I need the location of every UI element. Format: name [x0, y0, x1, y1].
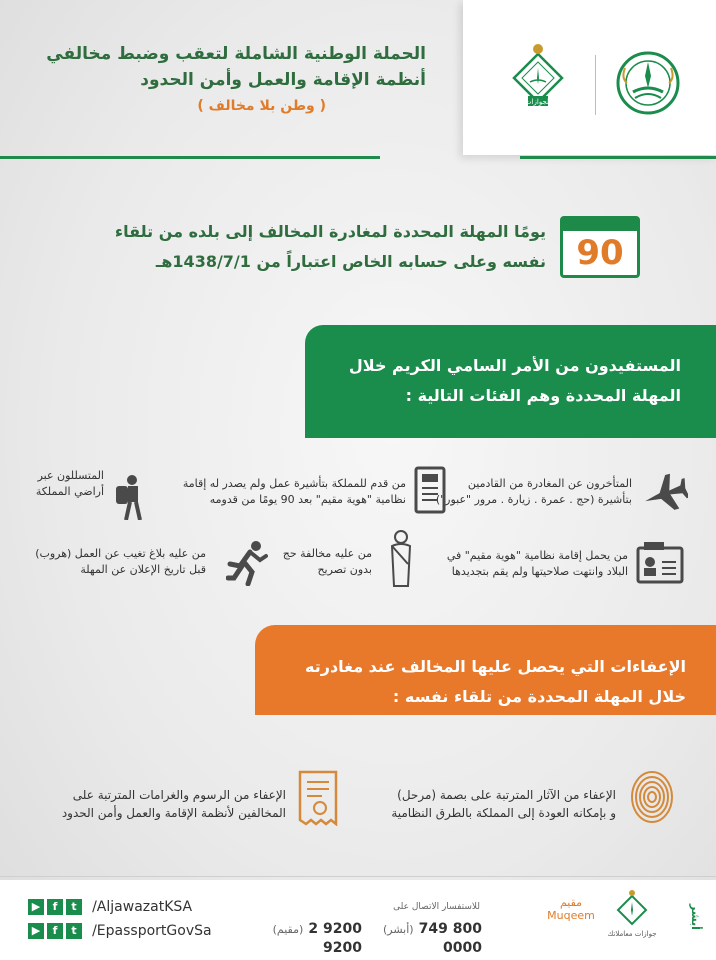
list-item — [26, 786, 286, 822]
pilgrim-icon — [386, 530, 416, 590]
header-rule-right — [520, 156, 716, 159]
backpacker-icon — [112, 474, 146, 520]
muqeem-logo — [546, 896, 596, 922]
social-row-1 — [28, 896, 192, 914]
exemption-fees-line1: الإعفاء من الرسوم والغرامات المترتبة على — [72, 788, 286, 802]
list-item — [262, 546, 372, 578]
absher-logo: أبشر — [689, 904, 702, 930]
header-divider — [595, 55, 596, 115]
social-handle-2[interactable]: /EpassportGovSa — [92, 922, 212, 939]
youtube-icon[interactable]: ▶ — [28, 899, 44, 915]
jawazat-footer-logo-icon — [616, 888, 648, 928]
phone-absher-number[interactable]: 800 749 0000 — [418, 921, 482, 956]
facebook-icon[interactable]: f — [47, 923, 63, 939]
phone-muqeem-number[interactable]: 9200 2 9200 — [308, 921, 362, 956]
receipt-icon — [298, 770, 338, 826]
list-item — [356, 786, 616, 822]
contact-label: للاستفسار الاتصال على — [393, 902, 480, 912]
campaign-title-line1: الحملة الوطنية الشاملة لتعقب وضبط مخالفي — [46, 44, 426, 64]
phone-muqeem — [232, 918, 362, 956]
campaign-slogan: ( وطن بلا مخالف ) — [197, 98, 326, 114]
header-card — [463, 0, 716, 155]
category-airplane-line1: المتأخرون عن المغادرة من القادمين — [467, 477, 632, 490]
muqeem-en: Muqeem — [547, 909, 595, 922]
exemptions-line1: الإعفاءات التي يحصل عليها المخالف عند مغادرته — [305, 657, 686, 676]
runner-icon — [226, 540, 268, 586]
category-runner-line2: قبل تاريخ الإعلان عن المهلة — [80, 563, 206, 576]
category-backpacker-line1: المتسللون عبر — [37, 469, 104, 482]
category-pilgrim-line1: من عليه مخالفة حج — [282, 547, 372, 560]
jawazat-small-label: جوازات معاملاتك — [607, 930, 657, 938]
phone-absher — [362, 918, 482, 956]
fingerprint-icon — [630, 770, 674, 824]
facebook-icon[interactable]: f — [47, 899, 63, 915]
footer-divider — [0, 876, 716, 877]
list-item — [388, 548, 628, 580]
social-handle-1[interactable]: /AljawazatKSA — [92, 898, 193, 915]
social-row-2 — [28, 920, 212, 938]
category-document-line1: من قدم للمملكة بتأشيرة عمل ولم يصدر له إقامة — [182, 477, 406, 490]
category-backpacker-line2: أراضي المملكة — [35, 485, 104, 498]
deadline-line1: يومًا المهلة المحددة لمغادرة المخالف إلى بلده من تلقاء — [114, 222, 546, 241]
list-item — [16, 546, 206, 578]
youtube-icon[interactable]: ▶ — [28, 923, 44, 939]
airplane-icon — [640, 470, 688, 518]
header-rule — [0, 156, 380, 159]
category-idcard-line1: من يحمل إقامة نظامية "هوية مقيم" في — [446, 549, 628, 562]
exemption-fingerprint-line1: الإعفاء من الآثار المترتبة على بصمة (مرحل) — [397, 788, 616, 802]
campaign-title-line2: أنظمة الإقامة والعمل وأمن الحدود — [140, 70, 426, 90]
twitter-icon[interactable]: t — [66, 899, 82, 915]
calendar-icon — [560, 216, 640, 278]
category-runner-line1: من عليه بلاغ تغيب عن العمل (هروب) — [35, 547, 206, 560]
jawazat-label: الجوازات — [524, 98, 552, 106]
document-icon — [414, 466, 446, 514]
list-item — [136, 476, 406, 508]
category-airplane-line2: بتأشيرة (حج . عمرة . زيارة . مرور "عبور") — [435, 493, 632, 506]
exemption-fees-line2: المخالفين لأنظمة الإقامة والعمل وأمن الحدود — [61, 806, 286, 820]
days-number: 90 — [576, 233, 624, 273]
beneficiaries-heading — [0, 356, 716, 416]
muqeem-ar: مقيم — [559, 896, 583, 909]
phone-muqeem-note: (مقيم) — [272, 923, 304, 936]
contact-block — [390, 902, 480, 912]
exemptions-line2: خلال المهلة المحددة من تلقاء نفسه : — [392, 687, 686, 706]
list-item — [4, 468, 104, 500]
beneficiaries-line1: المستفيدون من الأمر السامي الكريم خلال — [348, 356, 681, 375]
category-idcard-line2: البلاد وانتهت صلاحيتها ولم يقم بتجديدها — [451, 565, 628, 578]
exemption-fingerprint-line2: و بإمكانه العودة إلى المملكة بالطرق النظامية — [391, 806, 616, 820]
deadline-line2: نفسه وعلى حسابه الخاص اعتباراً من 1438/7/1هـ — [155, 252, 546, 271]
id-card-icon — [636, 540, 684, 588]
phone-absher-note: (أبشر) — [382, 923, 414, 936]
ministry-emblem-icon — [613, 48, 683, 118]
calendar-top — [563, 219, 637, 231]
beneficiaries-line2: المهلة المحددة وهم الفئات التالية : — [405, 386, 681, 405]
category-document-line2: نظامية "هوية مقيم" بعد 90 يومًا من قدومه — [209, 493, 406, 506]
twitter-icon[interactable]: t — [66, 923, 82, 939]
category-pilgrim-line2: بدون تصريح — [317, 563, 372, 576]
